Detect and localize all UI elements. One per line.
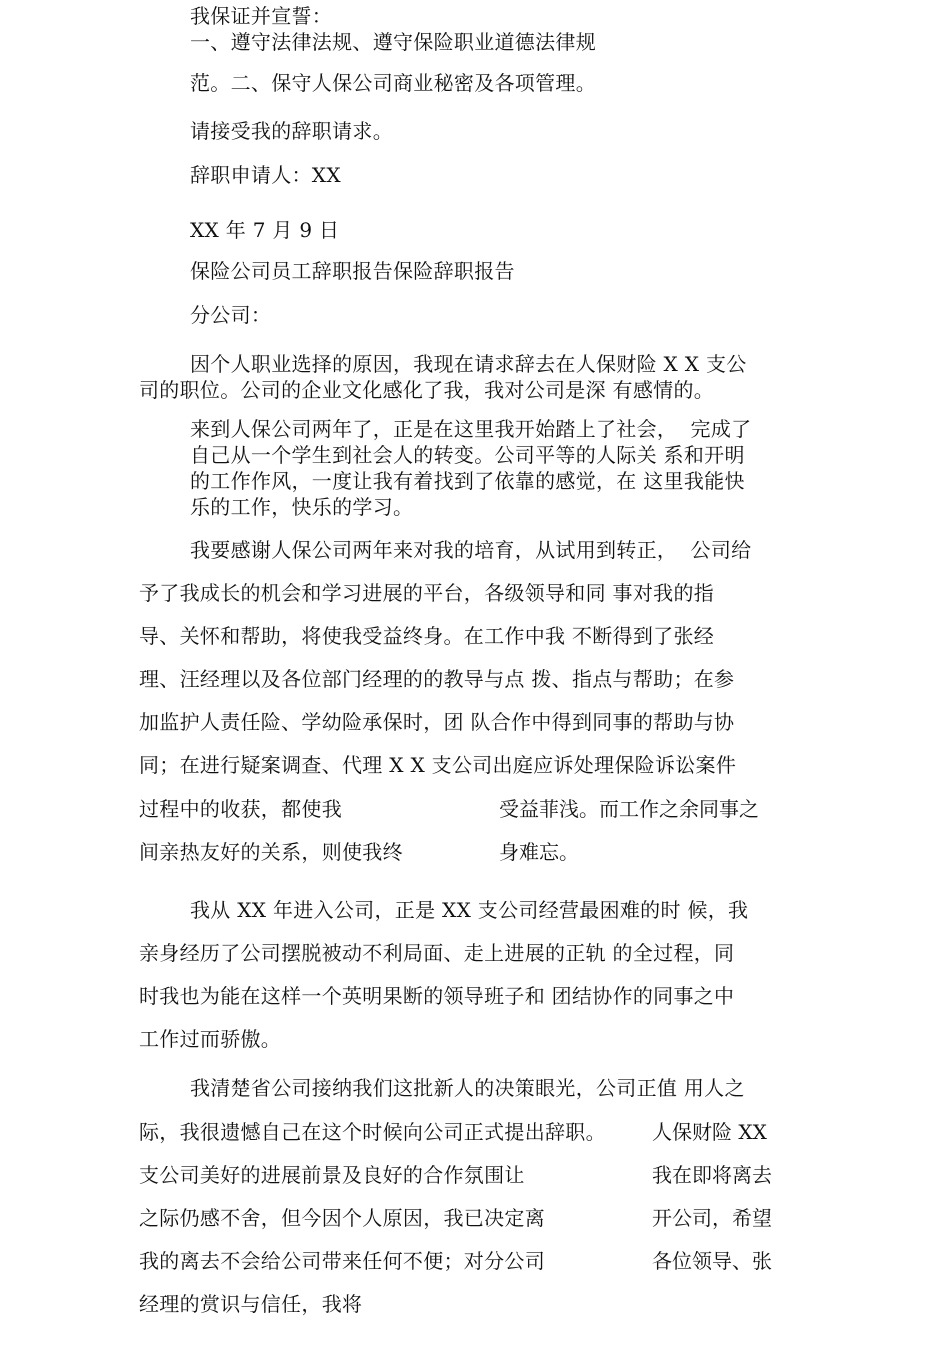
text-line: 各位领导、张 (652, 1249, 772, 1273)
text-line: 工作过而骄傲。 (139, 1027, 282, 1051)
text-line: 请接受我的辞职请求。 (190, 119, 393, 143)
text-line: 际，我很遗憾自己在这个时候向公司正式提出辞职。 (139, 1120, 606, 1144)
text-line: 我在即将离去 (652, 1163, 772, 1187)
date-line: XX 年 7 月 9 日 (190, 218, 340, 242)
text-line: 开公司，希望 (652, 1206, 772, 1230)
text-line: 时我也为能在这样一个英明果断的领导班子和 团结协作的同事之中 (139, 984, 735, 1008)
text-line: 受益菲浅。而工作之余同事之 (499, 797, 759, 821)
text-line: 身难忘。 (499, 840, 579, 864)
text-line: 予了我成长的机会和学习进展的平台，各级领导和同 事对我的指 (139, 581, 715, 605)
text-line: 支公司美好的进展前景及良好的合作氛围让 (139, 1163, 525, 1187)
text-line: 加监护人责任险、学幼险承保时，团 队合作中得到同事的帮助与协 (139, 710, 735, 734)
text-line: 来到人保公司两年了，正是在这里我开始踏上了社会， 完成了 (190, 417, 752, 441)
salutation: 分公司： (190, 303, 272, 327)
text-line: 的工作作风，一度让我有着找到了依靠的感觉，在 这里我能快 (190, 469, 745, 493)
text-line: 我清楚省公司接纳我们这批新人的决策眼光，公司正值 用人之 (190, 1076, 745, 1100)
text-line: 同；在进行疑案调查、代理 X X 支公司出庭应诉处理保险诉讼案件 (139, 753, 737, 777)
text-line: 辞职申请人：XX (190, 163, 341, 187)
text-line: 范。二、保守人保公司商业秘密及各项管理。 (190, 71, 596, 95)
text-line: 我保证并宣誓： (190, 4, 333, 28)
text-line: 我从 XX 年进入公司，正是 XX 支公司经营最困难的时 候，我 (190, 898, 749, 922)
text-line: 亲身经历了公司摆脱被动不利局面、走上进展的正轨 的全过程，同 (139, 941, 735, 965)
text-line: 自己从一个学生到社会人的转变。公司平等的人际关 系和开明 (190, 443, 745, 467)
text-line: 我要感谢人保公司两年来对我的培育，从试用到转正， 公司给 (190, 538, 752, 562)
text-line: 过程中的收获，都使我 (139, 797, 342, 821)
text-line: 之际仍感不舍，但今因个人原因，我已决定离 (139, 1206, 545, 1230)
text-line: 司的职位。公司的企业文化感化了我，我对公司是深 有感情的。 (139, 378, 715, 402)
text-line: 因个人职业选择的原因，我现在请求辞去在人保财险 X X 支公 (190, 352, 747, 376)
text-line: 理、汪经理以及各位部门经理的的教导与点 拨、指点与帮助；在参 (139, 667, 735, 691)
text-line: 导、关怀和帮助，将使我受益终身。在工作中我 不断得到了张经 (139, 624, 715, 648)
text-line: 人保财险 XX (652, 1120, 767, 1144)
text-line: 乐的工作，快乐的学习。 (190, 495, 414, 519)
text-line: 一、遵守法律法规、遵守保险职业道德法律规 (190, 30, 596, 54)
text-line: 间亲热友好的关系，则使我终 (139, 840, 403, 864)
text-line: 经理的赏识与信任，我将 (139, 1292, 363, 1316)
text-line: 我的离去不会给公司带来任何不便；对分公司 (139, 1249, 545, 1273)
section-title: 保险公司员工辞职报告保险辞职报告 (190, 259, 515, 283)
